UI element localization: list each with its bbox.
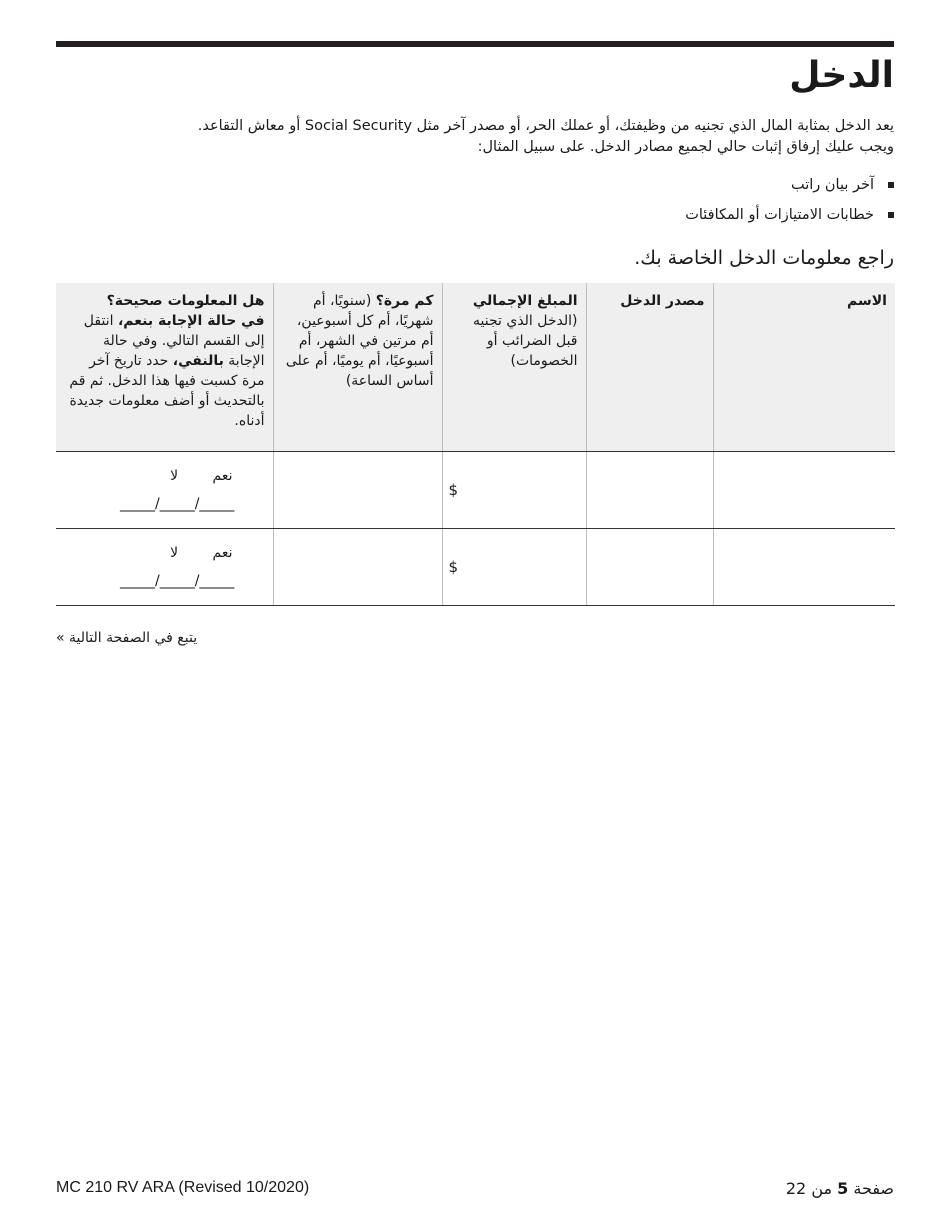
correct-cell <box>56 528 273 605</box>
table-row <box>56 451 895 528</box>
yes-option[interactable]: نعم <box>212 467 233 484</box>
source-cell[interactable] <box>586 451 713 528</box>
list-item <box>56 170 894 200</box>
correct-cell <box>56 451 273 528</box>
intro-line-1: يعد الدخل بمثابة المال الذي تجنيه من وظيفتك، أو عملك الحر، أو مصدر آخر مثل Social Security أو معاش التقاعد. <box>197 118 894 134</box>
header-source: مصدر الدخل <box>586 283 713 451</box>
list-item-label: آخر بيان راتب <box>791 177 874 193</box>
header-name: الاسم <box>713 283 895 451</box>
name-cell[interactable] <box>713 528 895 605</box>
square-bullet-icon <box>888 182 894 188</box>
header-gross-amount: المبلغ الإجمالي (الدخل الذي تجنيه قبل الضرائب أو الخصومات) <box>442 283 586 451</box>
yes-option[interactable]: نعم <box>212 544 233 561</box>
frequency-cell[interactable] <box>273 451 442 528</box>
name-cell[interactable] <box>713 451 895 528</box>
frequency-cell[interactable] <box>273 528 442 605</box>
top-rule <box>56 41 894 47</box>
continue-note: يتبع في الصفحة التالية » <box>56 630 198 646</box>
intro-line-2: ويجب عليك إرفاق إثبات حالي لجميع مصادر الدخل. على سبيل المثال: <box>477 139 894 155</box>
page-number: صفحة 5 من 22 <box>785 1179 894 1198</box>
table-header-row <box>56 283 895 451</box>
page-title: الدخل <box>789 55 894 96</box>
intro-paragraph <box>56 116 894 158</box>
form-id: MC 210 RV ARA (Revised 10/2020) <box>56 1179 310 1196</box>
no-option[interactable]: لا <box>170 544 179 561</box>
header-is-correct: هل المعلومات صحيحة؟ في حالة الإجابة بنعم، انتقل إلى القسم التالي. وفي حالة الإجابة بالنفي، حدد تاريخ آخر مرة كسبت فيها هذا الدخل. ثم قم بالتحديث أو أضف معلومات جديدة أدناه. <box>56 283 273 451</box>
amount-cell[interactable]: $ <box>442 528 586 605</box>
table-row <box>56 528 895 605</box>
no-option[interactable]: لا <box>170 467 179 484</box>
income-table <box>56 283 895 606</box>
header-frequency: كم مرة؟ (سنويًا، أم شهريًا، أم كل أسبوعين، أم مرتين في الشهر، أم أسبوعيًا، أم يوميًا، أم على أساس الساعة) <box>273 283 442 451</box>
list-item <box>56 200 894 230</box>
square-bullet-icon <box>888 212 894 218</box>
list-item-label: خطابات الامتيازات أو المكافئات <box>685 207 874 223</box>
source-cell[interactable] <box>586 528 713 605</box>
date-field[interactable]: _____/_____/_____ <box>120 572 235 589</box>
amount-cell[interactable]: $ <box>442 451 586 528</box>
date-field[interactable]: _____/_____/_____ <box>120 495 235 512</box>
proof-examples-list <box>56 170 894 230</box>
review-heading: راجع معلومات الدخل الخاصة بك. <box>634 247 894 269</box>
